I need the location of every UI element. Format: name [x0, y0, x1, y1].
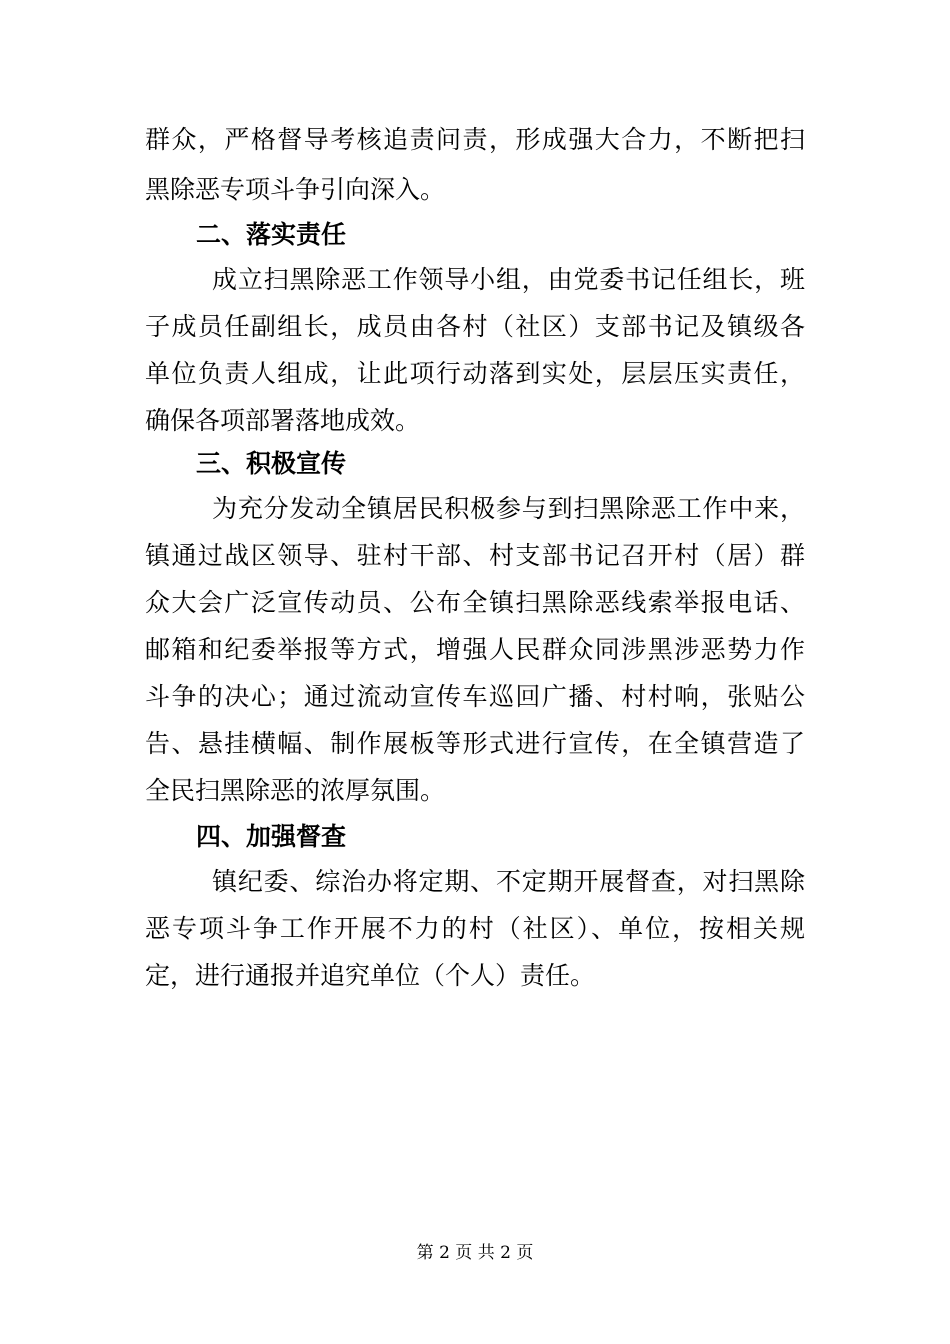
paragraph-line: 单位负责人组成，让此项行动落到实处，层层压实责任， — [145, 359, 805, 388]
paragraph-line: 邮箱和纪委举报等方式，增强人民群众同涉黑涉恶势力作 — [145, 635, 805, 664]
section-heading-publicity: 三、积极宣传 — [196, 449, 347, 478]
paragraph-line: 斗争的决心；通过流动宣传车巡回广播、村村响，张贴公 — [145, 682, 805, 711]
paragraph-line: 为充分发动全镇居民积极参与到扫黑除恶工作中来， — [212, 494, 805, 523]
section-heading-responsibility: 二、落实责任 — [196, 220, 347, 249]
paragraph-line: 恶专项斗争工作开展不力的村（社区）、单位，按相关规 — [145, 914, 805, 943]
paragraph-line: 子成员任副组长，成员由各村（社区）支部书记及镇级各 — [145, 312, 805, 341]
paragraph-line: 镇通过战区领导、驻村干部、村支部书记召开村（居）群 — [145, 541, 805, 570]
intro-line-2: 黑除恶专项斗争引向深入。 — [145, 175, 446, 204]
paragraph-line: 镇纪委、综治办将定期、不定期开展督查，对扫黑除 — [212, 867, 805, 896]
paragraph-line: 众大会广泛宣传动员、公布全镇扫黑除恶线索举报电话、 — [145, 588, 805, 617]
paragraph-line: 告、悬挂横幅、制作展板等形式进行宣传，在全镇营造了 — [145, 729, 805, 758]
page-number-footer: 第 2 页 共 2 页 — [416, 1243, 534, 1263]
paragraph-line: 成立扫黑除恶工作领导小组，由党委书记任组长，班 — [212, 265, 805, 294]
section-heading-supervision: 四、加强督查 — [196, 822, 347, 851]
paragraph-line: 全民扫黑除恶的浓厚氛围。 — [145, 776, 446, 805]
paragraph-line: 确保各项部署落地成效。 — [145, 406, 421, 435]
paragraph-line: 定，进行通报并追究单位（个人）责任。 — [145, 961, 596, 990]
intro-line-1: 群众，严格督导考核追责问责，形成强大合力，不断把扫 — [145, 125, 805, 154]
